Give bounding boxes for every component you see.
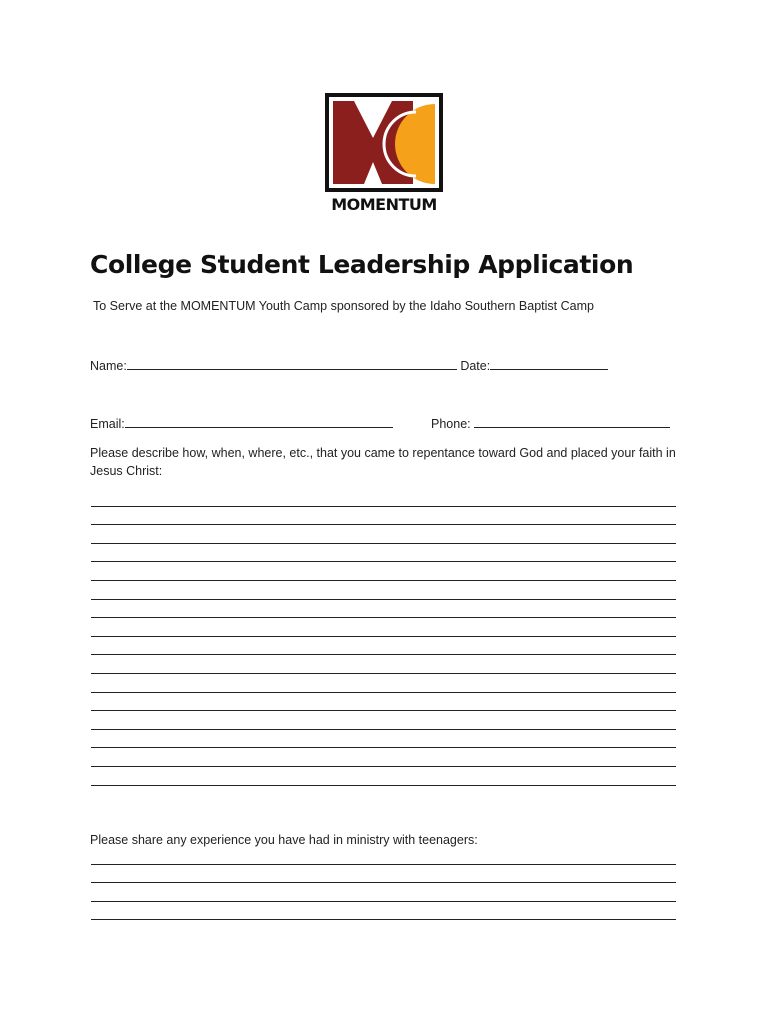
answer-line[interactable] <box>91 655 676 674</box>
phone-label: Phone: <box>431 417 471 431</box>
momentum-logo <box>324 92 444 214</box>
name-label: Name: <box>90 359 127 373</box>
email-label: Email: <box>90 417 125 431</box>
answer-line[interactable] <box>91 618 676 637</box>
answer-line[interactable] <box>91 902 676 921</box>
answer-line[interactable] <box>91 562 676 581</box>
answer-line[interactable] <box>91 865 676 884</box>
date-label: Date: <box>460 359 491 373</box>
answer-line[interactable] <box>91 748 676 767</box>
answer-line[interactable] <box>91 488 676 507</box>
subtitle: To Serve at the MOMENTUM Youth Camp sponsored by the Idaho Southern Baptist Camp <box>93 299 594 313</box>
name-field[interactable] <box>127 357 457 370</box>
momentum-logo-graphic <box>324 92 444 214</box>
question-ministry: Please share any experience you have had in ministry with teenagers: <box>90 833 478 847</box>
email-row <box>90 415 393 431</box>
page-title: College Student Leadership Application <box>90 250 634 279</box>
answer-line[interactable] <box>91 693 676 712</box>
name-date-row <box>90 357 608 373</box>
answer-line[interactable] <box>91 674 676 693</box>
logo-wordmark: MOMENTUM <box>331 195 437 214</box>
answer-line[interactable] <box>91 600 676 619</box>
answer-line[interactable] <box>91 637 676 656</box>
answer-line[interactable] <box>91 767 676 786</box>
answer-line[interactable] <box>91 730 676 749</box>
email-field[interactable] <box>125 415 393 428</box>
answer-line[interactable] <box>91 525 676 544</box>
answer-line[interactable] <box>91 711 676 730</box>
date-field[interactable] <box>490 357 608 370</box>
phone-field[interactable] <box>474 415 670 428</box>
answer-line[interactable] <box>91 507 676 526</box>
question-faith: Please describe how, when, where, etc., that you came to repentance toward God and placed your faith in Jesus Christ: <box>90 446 676 478</box>
answer-line[interactable] <box>91 883 676 902</box>
faith-answer-lines[interactable] <box>91 488 676 786</box>
answer-line[interactable] <box>91 581 676 600</box>
phone-row <box>431 415 670 431</box>
answer-line[interactable] <box>91 846 676 865</box>
answer-line[interactable] <box>91 544 676 563</box>
ministry-answer-lines[interactable] <box>91 846 676 920</box>
